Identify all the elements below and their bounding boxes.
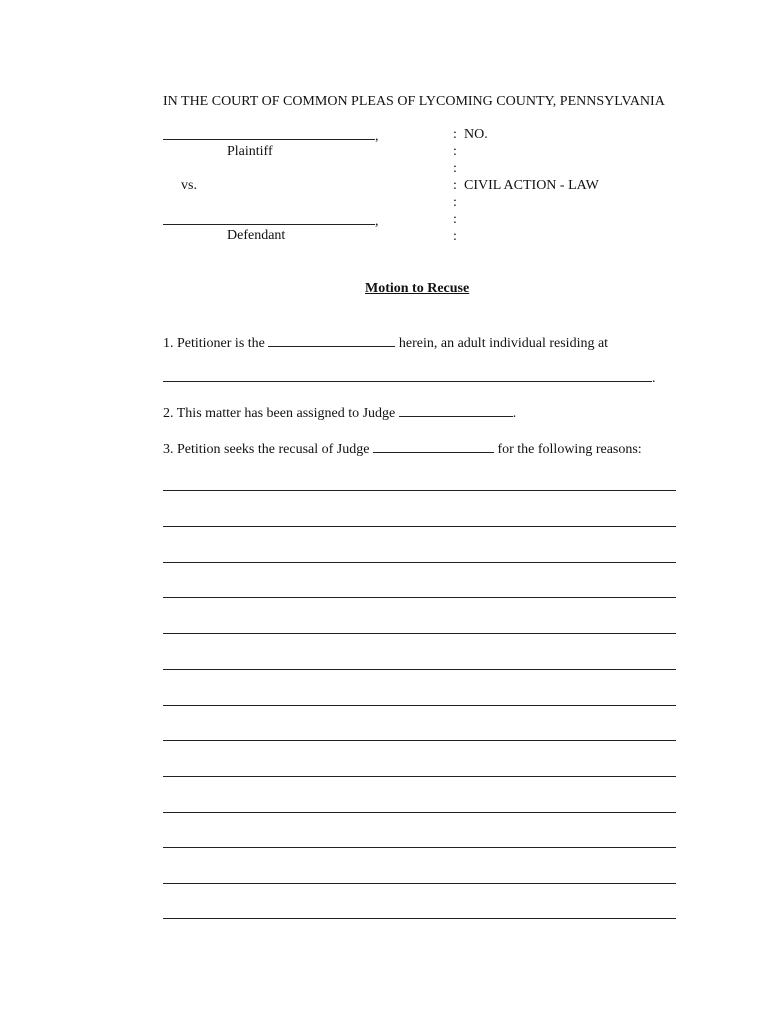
reason-line[interactable] <box>163 812 676 813</box>
caption-colon: : <box>453 127 457 142</box>
plaintiff-label: Plaintiff <box>227 144 273 159</box>
paragraph-2-start: 2. This matter has been assigned to Judge <box>163 406 396 421</box>
paragraph-1 <box>163 334 608 352</box>
caption-colon: : <box>453 212 457 227</box>
paragraph-2 <box>163 404 516 422</box>
docket-number-label: NO. <box>464 127 488 142</box>
paragraph-3-end: for the following reasons: <box>497 442 642 457</box>
reason-line[interactable] <box>163 705 676 706</box>
paragraph-2-period: . <box>512 406 517 421</box>
court-heading: IN THE COURT OF COMMON PLEAS OF LYCOMING COUNTY, PENNSYLVANIA <box>163 94 665 109</box>
defendant-label: Defendant <box>227 228 286 243</box>
defendant-comma: , <box>375 214 379 229</box>
reason-line[interactable] <box>163 918 676 919</box>
plaintiff-comma: , <box>375 129 379 144</box>
plaintiff-line[interactable] <box>163 127 379 145</box>
reason-line[interactable] <box>163 562 676 563</box>
reason-line[interactable] <box>163 669 676 670</box>
reason-line[interactable] <box>163 597 676 598</box>
reason-line[interactable] <box>163 526 676 527</box>
petitioner-role-field[interactable] <box>268 334 395 347</box>
caption-colon: : <box>453 161 457 176</box>
plaintiff-name-field[interactable] <box>163 127 375 140</box>
recusal-judge-field[interactable] <box>373 440 494 453</box>
versus-label: vs. <box>181 178 197 193</box>
reason-line[interactable] <box>163 490 676 491</box>
assigned-judge-field[interactable] <box>399 404 513 417</box>
caption-colon: : <box>453 178 457 193</box>
address-line <box>163 369 656 387</box>
document-title: Motion to Recuse <box>365 281 470 296</box>
caption-colon: : <box>453 144 457 159</box>
paragraph-3-start: 3. Petition seeks the recusal of Judge <box>163 442 370 457</box>
paragraph-1-end: herein, an adult individual residing at <box>398 336 609 351</box>
caption-colon: : <box>453 229 457 244</box>
reason-line[interactable] <box>163 847 676 848</box>
reason-line[interactable] <box>163 740 676 741</box>
paragraph-1-start: 1. Petitioner is the <box>163 336 265 351</box>
reason-line[interactable] <box>163 633 676 634</box>
caption-colon: : <box>453 195 457 210</box>
paragraph-3 <box>163 440 642 458</box>
address-field[interactable] <box>163 369 652 382</box>
reason-line[interactable] <box>163 883 676 884</box>
reason-line[interactable] <box>163 776 676 777</box>
defendant-name-field[interactable] <box>163 212 375 225</box>
address-period: . <box>652 371 656 386</box>
action-type: CIVIL ACTION - LAW <box>464 178 599 193</box>
